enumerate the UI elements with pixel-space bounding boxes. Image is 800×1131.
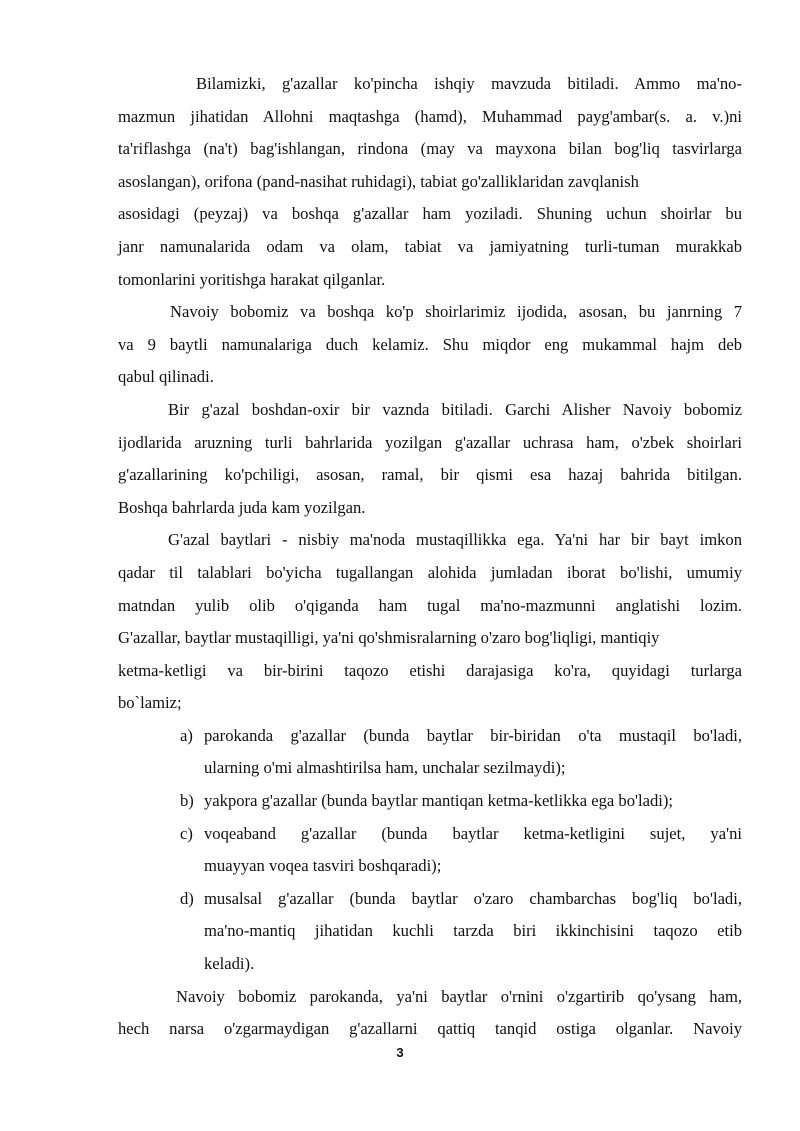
text-line: Boshqa bahrlarda juda kam yozilgan.	[118, 497, 366, 517]
text-line: bo`lamiz;	[118, 693, 182, 713]
text-line: Navoiy bobomiz va boshqa ko'p shoirlarimiz ijodida, asosan, bu janrning 7	[170, 302, 742, 322]
list-item-text: voqeaband g'azallar (bunda baytlar ketma-ketligini sujet, ya'ni	[204, 823, 742, 843]
paragraph-closing	[118, 981, 742, 1046]
list-item-text: ularning o'mi almashtirilsa ham, unchalar sezilmaydi);	[204, 758, 566, 778]
text-line: G'azallar, baytlar mustaqilligi, ya'ni qo'shmisralarning o'zaro bog'liqligi, mantiqiy	[118, 628, 660, 648]
paragraph-meter	[118, 394, 742, 524]
paragraph-bayt-count	[118, 296, 742, 394]
list-item	[118, 720, 742, 785]
text-line: qadar til talablari bo'yicha tugallangan alohida jumladan iborat bo'lishi, umumiy	[118, 562, 742, 582]
list-item-text: muayyan voqea tasviri boshqaradi);	[204, 856, 442, 876]
text-line: asosidagi (peyzaj) va boshqa g'azallar ham yoziladi. Shuning uchun shoirlar bu	[118, 204, 742, 224]
text-line: asoslangan), orifona (pand-nasihat ruhidagi), tabiat go'zalliklaridan zavqlanish	[118, 171, 639, 191]
text-line: va 9 baytli namunalariga duch kelamiz. Shu miqdor eng mukammal hajm deb	[118, 334, 742, 354]
text-line: ta'riflashga (na't) bag'ishlangan, rindona (may va mayxona bilan bog'liq tasvirlarga	[118, 139, 742, 159]
text-line: janr namunalarida odam va olam, tabiat va jamiyatning turli-tuman murakkab	[118, 236, 742, 256]
text-line: G'azal baytlari - nisbiy ma'noda mustaqillikka ega. Ya'ni har bir bayt imkon	[168, 530, 742, 550]
document-body	[118, 68, 742, 1046]
list-item-text: parokanda g'azallar (bunda baytlar bir-biridan o'ta mustaqil bo'ladi,	[204, 725, 742, 745]
ghazal-types-list	[118, 720, 742, 981]
paragraph-bayt-independence	[118, 524, 742, 720]
text-line: tomonlarini yoritishga harakat qilganlar.	[118, 269, 386, 289]
text-line: Bir g'azal boshdan-oxir bir vaznda bitiladi. Garchi Alisher Navoiy bobomiz	[168, 399, 742, 419]
text-line: hech narsa o'zgarmaydigan g'azallarni qattiq tanqid ostiga olganlar. Navoiy	[118, 1019, 742, 1039]
text-line: mazmun jihatidan Allohni maqtashga (hamd), Muhammad payg'ambar(s. a. v.)ni	[118, 106, 742, 126]
list-item-text: keladi).	[204, 954, 255, 974]
list-item	[118, 818, 742, 883]
list-marker: c)	[180, 823, 193, 843]
list-item	[118, 883, 742, 981]
list-item-text: ma'no-mantiq jihatidan kuchli tarzda biri ikkinchisini taqozo etib	[204, 921, 742, 941]
list-item-text: musalsal g'azallar (bunda baytlar o'zaro chambarchas bog'liq bo'ladi,	[204, 888, 742, 908]
list-marker: d)	[180, 888, 194, 908]
list-item-text: yakpora g'azallar (bunda baytlar mantiqan ketma-ketlikka ega bo'ladi);	[204, 791, 674, 811]
page-number: 3	[396, 1045, 404, 1060]
text-line: ketma-ketligi va bir-birini taqozo etishi darajasiga ko'ra, quyidagi turlarga	[118, 660, 742, 680]
text-line: g'azallarining ko'pchiligi, asosan, ramal, bir qismi esa hazaj bahrida bitilgan.	[118, 465, 742, 485]
text-line: ijodlarida aruzning turli bahrlarida yozilgan g'azallar uchrasa ham, o'zbek shoirlari	[118, 432, 742, 452]
list-marker: a)	[180, 725, 193, 745]
text-line: Navoiy bobomiz parokanda, ya'ni baytlar o'rnini o'zgartirib qo'ysang ham,	[176, 986, 742, 1006]
list-item	[118, 785, 742, 818]
text-line: Bilamizki, g'azallar ko'pincha ishqiy mavzuda bitiladi. Ammo ma'no-	[196, 74, 742, 93]
text-line: matndan yulib olib o'qiganda ham tugal ma'no-mazmunni anglatishi lozim.	[118, 595, 742, 615]
list-marker: b)	[180, 791, 194, 811]
text-line: qabul qilinadi.	[118, 367, 214, 387]
paragraph-ghazal-themes	[118, 68, 742, 296]
